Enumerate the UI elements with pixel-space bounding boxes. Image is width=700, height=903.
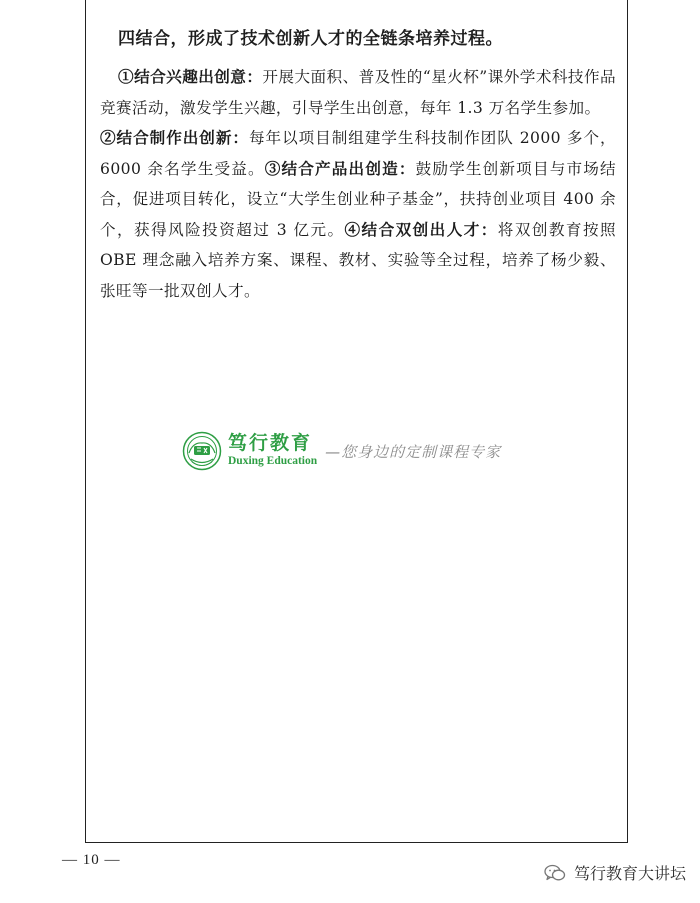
text-talent: 将双创教育按照 OBE 理念融入培养方案、课程、教材、实验等全过程，培养了杨少毅、张旺等一批双创人才。 — [100, 220, 616, 300]
paragraph-innovation — [100, 123, 616, 306]
text-product: 鼓励学生创新项目与市场结合，促进项目转化，设立“大学生创业种子基金”，扶持创业项目 400 余个，获得风险投资超过 3 亿元。 — [100, 159, 616, 239]
page-number: — 10 — — [62, 852, 121, 868]
wechat-account-tag[interactable] — [544, 861, 686, 884]
lead-making: ②结合制作出创新： — [100, 128, 249, 147]
account-name: 笃行教育大讲坛 — [573, 864, 686, 883]
lead-product: ③结合产品出创造： — [264, 158, 416, 178]
watermark-name — [228, 434, 317, 468]
watermark-name-en: Duxing Education — [228, 455, 318, 468]
lead-talent: ④结合双创出人才： — [344, 219, 498, 239]
watermark-name-cn: 笃行教育 — [228, 432, 313, 455]
text-interest: 开展大面积、普及性的“星火杯”课外学术科技作品竞赛活动，激发学生兴趣，引导学生出创意，每年 1.3 万名学生参加。 — [100, 68, 616, 117]
lead-interest: ①结合兴趣出创意： — [118, 67, 263, 86]
section-heading: 四结合，形成了技术创新人才的全链条培养过程。 — [118, 29, 503, 49]
document-body — [100, 26, 616, 306]
duxing-logo-icon — [182, 431, 222, 471]
watermark-slogan: —您身边的定制课程专家 — [325, 442, 502, 461]
paragraph-interest — [100, 62, 616, 123]
wechat-icon — [544, 864, 566, 882]
watermark — [182, 430, 542, 472]
text-making: 每年以项目制组建学生科技制作团队 2000 多个，6000 余名学生受益。 — [100, 129, 616, 178]
